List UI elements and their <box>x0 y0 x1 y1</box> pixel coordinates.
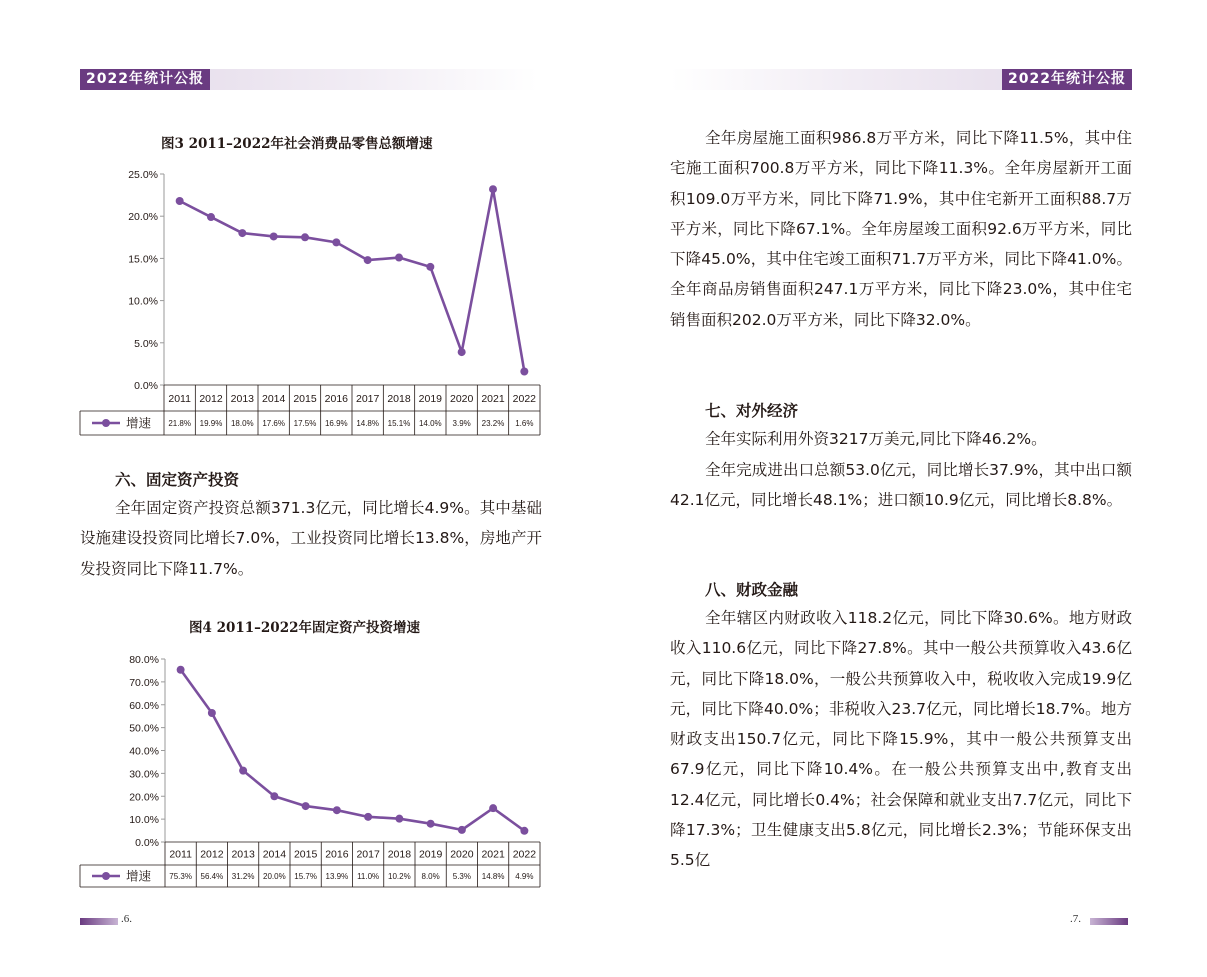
table-value-label: 15.1% <box>387 419 411 428</box>
table-value-label: 17.5% <box>293 419 317 428</box>
footer-accent-bar <box>1090 918 1128 925</box>
housing-paragraph: 全年房屋施工面积986.8万平方米，同比下降11.5%，其中住宅施工面积700.8万平方米，同比下降11.3%。全年房屋新开工面积109.0万平方米，同比下降71.9%，其中住宅新开工面积88.7万平方米，同比下降67.1%。全年房屋竣工面积92.6万平方米，同比下降45.0%，其中住宅竣工面积71.7万平方米，同比下降41.0%。全年商品房销售面积247.1万平方米，同比下降23.0%，其中住宅销售面积202.0万平方米，同比下降32.0%。 <box>670 129 1132 329</box>
table-value-label: 23.2% <box>481 419 505 428</box>
table-value-label: 31.2% <box>231 872 255 881</box>
table-value-label: 20.0% <box>263 872 286 881</box>
y-tick-label: 50.0% <box>129 722 159 735</box>
y-tick-label: 20.0% <box>128 211 158 224</box>
x-category-label: 2015 <box>293 393 317 405</box>
x-category-label: 2018 <box>387 393 411 405</box>
table-value-label: 15.7% <box>294 872 317 881</box>
page-number: .6. <box>121 913 132 925</box>
fdi-paragraph: 全年实际利用外资3217万美元,同比下降46.2%。 <box>705 430 1047 448</box>
y-tick-label: 70.0% <box>129 676 159 689</box>
page-header-title: 2022年统计公报 <box>1002 69 1132 90</box>
table-value-label: 17.6% <box>262 419 286 428</box>
y-tick-label: 80.0% <box>129 654 159 666</box>
data-point <box>489 804 497 812</box>
left-page <box>0 0 603 977</box>
page-header-title: 2022年统计公报 <box>80 69 210 90</box>
y-tick-label: 40.0% <box>129 745 159 758</box>
section6-paragraph: 全年固定资产投资总额371.3亿元，同比增长4.9%。其中基础设施建设投资同比增长7.0%，工业投资同比增长13.8%，房地产开发投资同比下降11.7%。 <box>80 499 542 578</box>
x-category-label: 2019 <box>418 848 443 861</box>
x-category-label: 2012 <box>199 393 223 405</box>
data-point <box>427 820 435 828</box>
x-category-label: 2013 <box>231 848 255 861</box>
table-value-label: 3.9% <box>452 419 471 428</box>
right-page <box>604 0 1207 977</box>
y-tick-label: 5.0% <box>134 337 158 350</box>
data-point <box>520 827 528 835</box>
x-category-label: 2022 <box>512 848 537 861</box>
x-category-label: 2019 <box>418 393 443 405</box>
chart3-title: 图3 2011–2022年社会消费品零售总额增速 <box>161 136 433 152</box>
section6-heading: 六、固定资产投资 <box>115 471 240 489</box>
y-tick-label: 10.0% <box>128 295 158 308</box>
table-value-label: 13.9% <box>325 872 349 881</box>
data-point <box>395 815 403 823</box>
table-value-label: 14.8% <box>356 419 380 428</box>
table-value-label: 16.9% <box>324 419 348 428</box>
footer-accent-bar <box>80 918 118 925</box>
x-category-label: 2017 <box>355 393 380 405</box>
y-tick-label: 0.0% <box>134 380 158 392</box>
x-category-label: 2016 <box>325 848 349 861</box>
x-category-label: 2014 <box>261 393 286 405</box>
y-tick-label: 10.0% <box>129 814 159 827</box>
x-category-label: 2021 <box>481 393 505 405</box>
table-value-label: 18.0% <box>230 419 254 428</box>
y-tick-label: 15.0% <box>128 253 158 266</box>
x-category-label: 2018 <box>387 848 412 861</box>
table-value-label: 14.8% <box>481 872 505 881</box>
x-category-label: 2017 <box>356 848 380 861</box>
table-value-label: 19.9% <box>199 419 223 428</box>
x-category-label: 2016 <box>324 393 349 405</box>
x-category-label: 2022 <box>512 393 537 405</box>
table-value-label: 75.3% <box>169 872 192 881</box>
x-category-label: 2011 <box>168 393 191 405</box>
data-point <box>239 767 247 775</box>
x-category-label: 2021 <box>481 848 505 861</box>
data-point <box>270 792 278 800</box>
finance-paragraph: 全年辖区内财政收入118.2亿元，同比下降30.6%。地方财政收入110.6亿元，同比下降27.8%。其中一般公共预算收入43.6亿元，同比下降18.0%，一般公共预算收入中，税收收入完成19.9亿元，同比下降40.0%；非税收入23.7亿元，同比增长18.7%。地方财政支出150.7亿元，同比下降15.9%，其中一般公共预算支出67.9亿元，同比下降10.4%。在一般公共预算支出中,教育支出12.4亿元，同比增长0.4%；社会保障和就业支出7.7亿元，同比下降17.3%；卫生健康支出5.8亿元，同比增长2.3%；节能环保支出5.5亿 <box>670 609 1132 870</box>
data-point <box>177 666 185 674</box>
chart4-title: 图4 2011–2022年固定资产投资增速 <box>189 620 420 636</box>
section8-heading: 八、财政金融 <box>705 581 799 599</box>
data-point <box>302 802 310 810</box>
legend-marker <box>102 872 110 880</box>
legend-label: 增速 <box>126 869 152 884</box>
y-tick-label: 60.0% <box>129 699 159 712</box>
x-category-label: 2020 <box>449 393 474 405</box>
data-point <box>333 806 341 814</box>
x-category-label: 2011 <box>169 848 192 861</box>
table-value-label: 14.0% <box>418 419 442 428</box>
table-value-label: 21.8% <box>168 419 192 428</box>
chart4-fixed-asset-investment-growth <box>0 0 603 900</box>
table-value-label: 10.2% <box>388 872 411 881</box>
section7-heading: 七、对外经济 <box>705 402 799 420</box>
y-tick-label: 30.0% <box>129 768 159 781</box>
data-point <box>364 813 372 821</box>
table-value-label: 8.0% <box>421 872 440 881</box>
y-tick-label: 25.0% <box>128 169 158 181</box>
x-category-label: 2013 <box>230 393 255 405</box>
page-header-bar <box>670 69 1132 90</box>
data-point <box>208 709 216 717</box>
page-number: .7. <box>1070 913 1081 925</box>
table-value-label: 11.0% <box>357 872 380 881</box>
x-category-label: 2012 <box>200 848 224 861</box>
x-category-label: 2014 <box>262 848 287 861</box>
legend-label: 增速 <box>126 416 152 431</box>
table-value-label: 1.6% <box>515 419 534 428</box>
data-point <box>458 826 466 834</box>
table-value-label: 56.4% <box>200 872 224 881</box>
x-category-label: 2015 <box>293 848 318 861</box>
trade-paragraph: 全年完成进出口总额53.0亿元，同比增长37.9%，其中出口额42.1亿元，同比增长48.1%；进口额10.9亿元，同比增长8.8%。 <box>670 461 1132 510</box>
y-tick-label: 0.0% <box>135 837 159 849</box>
y-tick-label: 20.0% <box>129 791 159 804</box>
x-category-label: 2020 <box>450 848 474 861</box>
table-value-label: 4.9% <box>515 872 534 881</box>
table-value-label: 5.3% <box>452 872 471 881</box>
series-line <box>181 670 525 831</box>
